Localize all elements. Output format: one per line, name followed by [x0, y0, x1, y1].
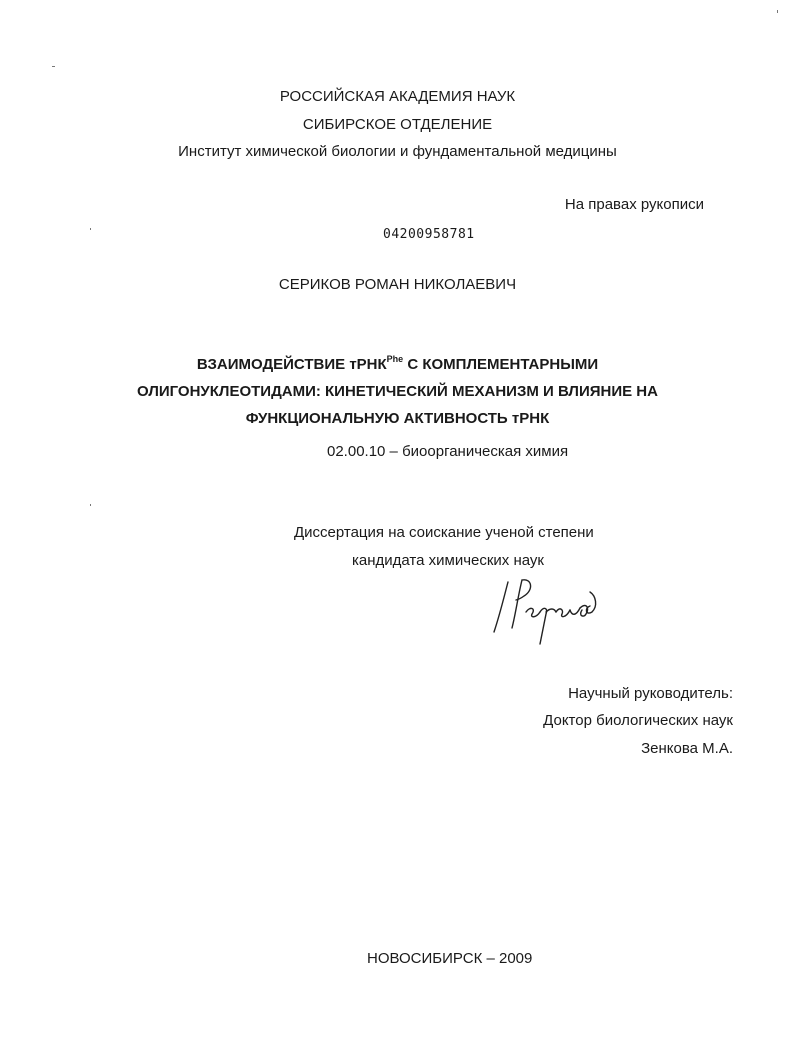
specialty: 02.00.10 – биоорганическая химия [327, 443, 569, 460]
title-line-2: ОЛИГОНУКЛЕОТИДАМИ: КИНЕТИЧЕСКИЙ МЕХАНИЗМ И ВЛИЯНИЕ НА [137, 383, 658, 400]
branch-name: СИБИРСКОЕ ОТДЕЛЕНИЕ [302, 116, 493, 133]
academy-name: РОССИЙСКАЯ АКАДЕМИЯ НАУК [279, 88, 516, 105]
supervisor-label: Научный руководитель: [568, 685, 733, 702]
scan-speck [90, 228, 91, 230]
scan-speck [90, 504, 91, 506]
degree-line-1: Диссертация на соискание ученой степени [294, 524, 594, 541]
degree-line-2: кандидата химических наук [352, 552, 544, 569]
title-line-1-b: С КОМПЛЕМЕНТАРНЫМИ [403, 356, 599, 373]
title-line-1 [0, 356, 795, 374]
title-superscript: Phe [386, 354, 404, 364]
city-year: НОВОСИБИРСК – 2009 [367, 950, 533, 967]
scan-speck [52, 66, 55, 67]
rights-note: На правах рукописи [564, 196, 704, 213]
scan-speck [777, 10, 778, 13]
author-name: СЕРИКОВ РОМАН НИКОЛАЕВИЧ [278, 276, 517, 293]
signature [486, 572, 616, 652]
registration-number: 04200958781 [383, 227, 475, 242]
title-line-3: ФУНКЦИОНАЛЬНУЮ АКТИВНОСТЬ тРНК [245, 410, 550, 427]
institute-name: Институт химической биологии и фундаментальной медицины [178, 143, 617, 160]
title-line-1-a: ВЗАИМОДЕЙСТВИЕ тРНК [196, 356, 387, 373]
supervisor-name: Зенкова М.А. [641, 740, 733, 757]
supervisor-degree: Доктор биологических наук [543, 712, 733, 729]
